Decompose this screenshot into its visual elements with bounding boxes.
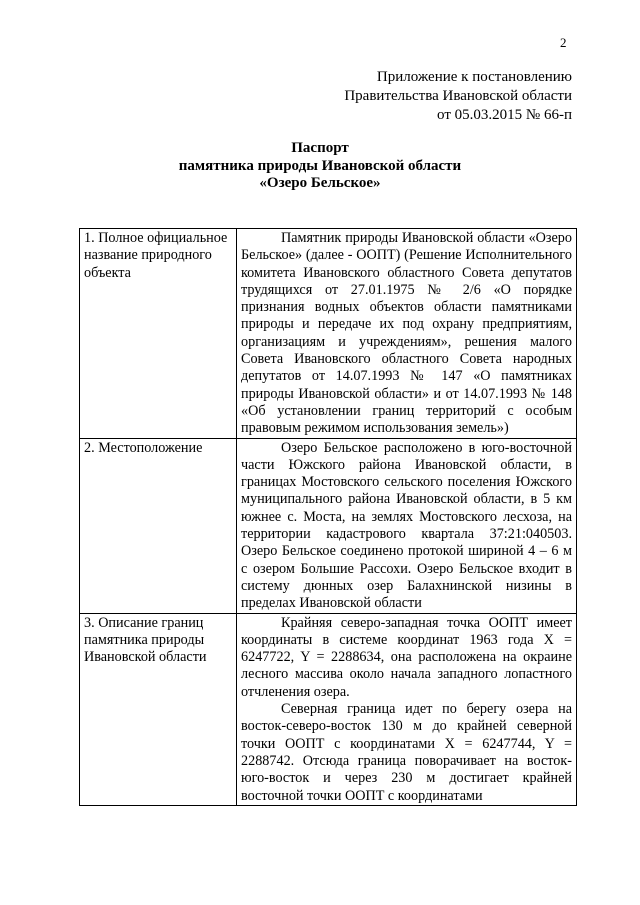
table-row: [80, 613, 577, 805]
appendix-line-1: Приложение к постановлению: [376, 69, 572, 85]
passport-table: [79, 228, 577, 806]
table-row: [80, 229, 577, 439]
row-content: [237, 438, 577, 613]
appendix-line-2: Правительства Ивановской области: [344, 88, 572, 104]
appendix-header: [344, 68, 572, 125]
title-line-3: «Озеро Бельское»: [259, 175, 381, 191]
appendix-line-3: от 05.03.2015 № 66-п: [437, 107, 572, 123]
row-content: [237, 229, 577, 439]
page-number: 2: [560, 35, 567, 50]
content-paragraph: Озеро Бельское расположено в юго-восточной части Южского района Ивановской области, в границах Мостовского сельского поселения Южского муниципального района Ивановской области, в 5 км южнее с. Моста, на землях Мостовского лесхоза, на территории кадастрового квартала 37:21:040503. Озеро Бельское соединено протокой шириной 4 – 6 м с озером Большие Рассохи. Озеро Бельское входит в систему дюнных озер Балахнинской низины в пределах Ивановской области: [241, 439, 572, 612]
content-paragraph: Северная граница идет по берегу озера на восток-северо-восток 130 м до крайней северной точки ООПТ с координатами X = 6247744, Y = 2288742. Отсюда граница поворачивает на восток-юго-восток и через 230 м достигает крайней восточной точки ООПТ с координатами: [241, 701, 572, 804]
row-label: 1. Полное официальное название природного объекта: [80, 229, 237, 439]
passport-title: [0, 140, 640, 193]
row-label: 2. Местоположение: [80, 438, 237, 613]
table-row: [80, 438, 577, 613]
title-line-1: Паспорт: [291, 140, 349, 156]
row-label: 3. Описание границ памятника природы Ивановской области: [80, 613, 237, 805]
row-content: [237, 613, 577, 805]
content-paragraph: Крайняя северо-западная точка ООПТ имеет координаты в системе координат 1963 года X = 6247722, Y = 2288634, она расположена на окраине лесного массива около начала западного лопастного отчленения озера.: [241, 614, 572, 700]
title-line-2: памятника природы Ивановской области: [178, 157, 462, 174]
content-paragraph: Памятник природы Ивановской области «Озеро Бельское» (далее - ООПТ) (Решение Исполнительного комитета Ивановского областного Совета депутатов трудящихся от 27.01.1975 № 2/6 «О порядке признания водных объектов области памятниками природы и передаче их под охрану предприятиям, организациям и учреждениям», решения малого Совета Ивановского областного Совета народных депутатов от 14.07.1993 № 147 «О памятниках природы Ивановской области» и от 14.07.1993 № 148 «Об установлении границ территорий с особым правовым режимом использования земель»): [241, 230, 572, 437]
